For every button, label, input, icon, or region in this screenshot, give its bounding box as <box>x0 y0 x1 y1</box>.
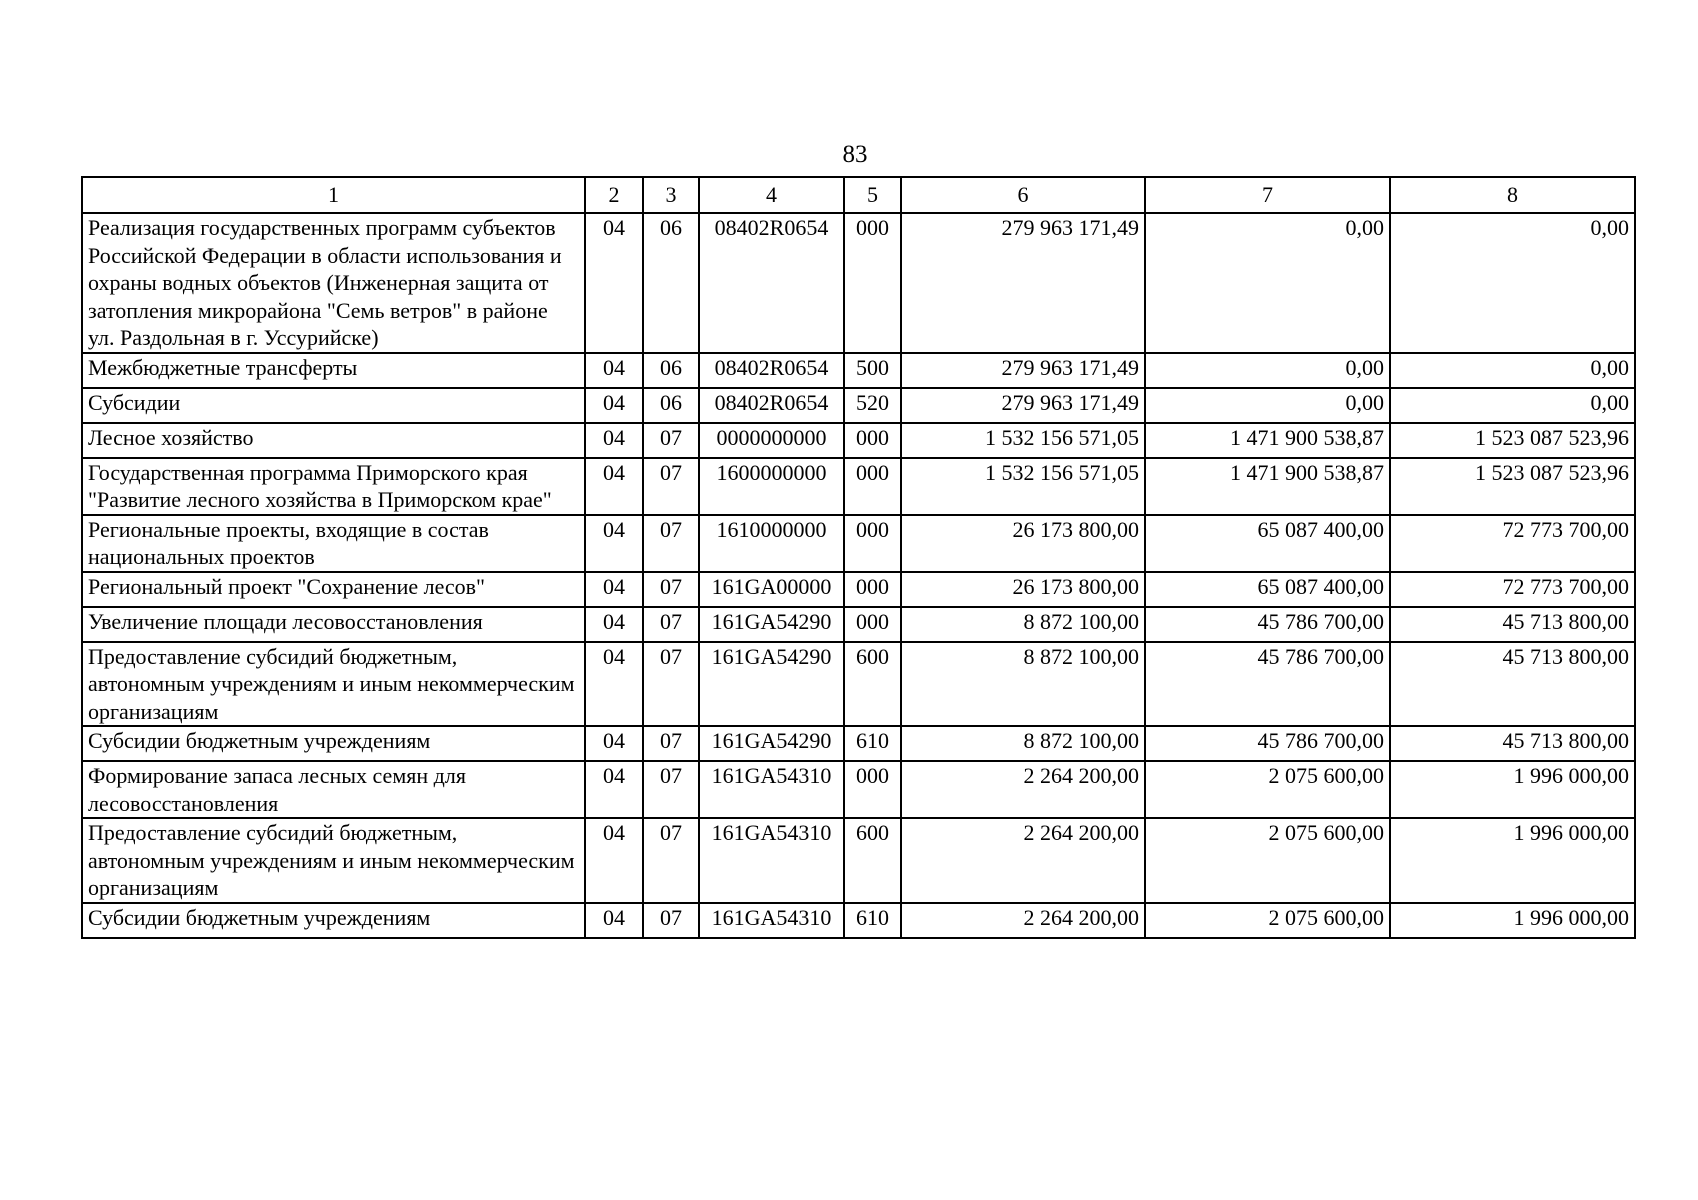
table-row <box>82 572 1635 607</box>
header-row <box>82 177 1635 213</box>
row-name: Региональные проекты, входящие в состав национальных проектов <box>82 515 585 572</box>
amount-col6: 279 963 171,49 <box>901 213 1145 353</box>
row-name: Предоставление субсидий бюджетным, автономным учреждениям и иным некоммерческим организациям <box>82 818 585 903</box>
amount-col6: 8 872 100,00 <box>901 726 1145 761</box>
section-code: 04 <box>585 213 643 353</box>
table-row <box>82 213 1635 353</box>
amount-col7: 1 471 900 538,87 <box>1145 423 1390 458</box>
amount-col6: 279 963 171,49 <box>901 353 1145 388</box>
page-number: 83 <box>842 141 868 168</box>
expense-type-code: 520 <box>844 388 901 423</box>
column-header: 4 <box>699 177 844 213</box>
target-article-code: 08402R0654 <box>699 388 844 423</box>
row-name: Межбюджетные трансферты <box>82 353 585 388</box>
section-code: 04 <box>585 642 643 727</box>
subsection-code: 07 <box>643 818 699 903</box>
amount-col7: 2 075 600,00 <box>1145 903 1390 938</box>
amount-col8: 0,00 <box>1390 353 1635 388</box>
expense-type-code: 500 <box>844 353 901 388</box>
expense-type-code: 000 <box>844 607 901 642</box>
section-code: 04 <box>585 388 643 423</box>
target-article-code: 0000000000 <box>699 423 844 458</box>
target-article-code: 08402R0654 <box>699 353 844 388</box>
section-code: 04 <box>585 458 643 515</box>
section-code: 04 <box>585 423 643 458</box>
expense-type-code: 600 <box>844 642 901 727</box>
row-name: Формирование запаса лесных семян для лесовосстановления <box>82 761 585 818</box>
column-header: 6 <box>901 177 1145 213</box>
table-row <box>82 423 1635 458</box>
amount-col6: 1 532 156 571,05 <box>901 423 1145 458</box>
amount-col7: 2 075 600,00 <box>1145 818 1390 903</box>
table-row <box>82 458 1635 515</box>
amount-col6: 1 532 156 571,05 <box>901 458 1145 515</box>
column-header: 5 <box>844 177 901 213</box>
subsection-code: 06 <box>643 388 699 423</box>
amount-col7: 0,00 <box>1145 213 1390 353</box>
target-article-code: 08402R0654 <box>699 213 844 353</box>
table-row <box>82 903 1635 938</box>
budget-table <box>81 176 1636 939</box>
column-header: 8 <box>1390 177 1635 213</box>
subsection-code: 07 <box>643 607 699 642</box>
amount-col7: 65 087 400,00 <box>1145 572 1390 607</box>
table-row <box>82 607 1635 642</box>
expense-type-code: 000 <box>844 515 901 572</box>
section-code: 04 <box>585 353 643 388</box>
section-code: 04 <box>585 761 643 818</box>
amount-col6: 2 264 200,00 <box>901 818 1145 903</box>
amount-col7: 45 786 700,00 <box>1145 726 1390 761</box>
row-name: Субсидии бюджетным учреждениям <box>82 726 585 761</box>
amount-col7: 2 075 600,00 <box>1145 761 1390 818</box>
section-code: 04 <box>585 903 643 938</box>
amount-col6: 2 264 200,00 <box>901 903 1145 938</box>
target-article-code: 161GA54290 <box>699 607 844 642</box>
subsection-code: 07 <box>643 642 699 727</box>
target-article-code: 161GA00000 <box>699 572 844 607</box>
column-header: 2 <box>585 177 643 213</box>
expense-type-code: 610 <box>844 903 901 938</box>
amount-col8: 0,00 <box>1390 213 1635 353</box>
amount-col7: 45 786 700,00 <box>1145 642 1390 727</box>
amount-col8: 1 523 087 523,96 <box>1390 458 1635 515</box>
section-code: 04 <box>585 515 643 572</box>
amount-col8: 72 773 700,00 <box>1390 572 1635 607</box>
amount-col6: 26 173 800,00 <box>901 572 1145 607</box>
amount-col6: 8 872 100,00 <box>901 642 1145 727</box>
column-header: 1 <box>82 177 585 213</box>
table-row <box>82 642 1635 727</box>
subsection-code: 07 <box>643 515 699 572</box>
expense-type-code: 000 <box>844 423 901 458</box>
row-name: Предоставление субсидий бюджетным, автономным учреждениям и иным некоммерческим организациям <box>82 642 585 727</box>
table-row <box>82 818 1635 903</box>
expense-type-code: 000 <box>844 572 901 607</box>
amount-col8: 1 996 000,00 <box>1390 903 1635 938</box>
amount-col8: 45 713 800,00 <box>1390 607 1635 642</box>
amount-col7: 45 786 700,00 <box>1145 607 1390 642</box>
subsection-code: 06 <box>643 213 699 353</box>
subsection-code: 07 <box>643 572 699 607</box>
row-name: Реализация государственных программ субъектов Российской Федерации в области использования и охраны водных объектов (Инженерная защита от затопления микрорайона "Семь ветров" в районе ул. Раздольная в г. Уссурийске) <box>82 213 585 353</box>
subsection-code: 06 <box>643 353 699 388</box>
row-name: Субсидии бюджетным учреждениям <box>82 903 585 938</box>
amount-col7: 1 471 900 538,87 <box>1145 458 1390 515</box>
column-header: 7 <box>1145 177 1390 213</box>
subsection-code: 07 <box>643 761 699 818</box>
expense-type-code: 000 <box>844 458 901 515</box>
amount-col8: 1 996 000,00 <box>1390 818 1635 903</box>
amount-col8: 72 773 700,00 <box>1390 515 1635 572</box>
row-name: Государственная программа Приморского края "Развитие лесного хозяйства в Приморском крае" <box>82 458 585 515</box>
column-header: 3 <box>643 177 699 213</box>
table-row <box>82 388 1635 423</box>
expense-type-code: 000 <box>844 761 901 818</box>
subsection-code: 07 <box>643 726 699 761</box>
section-code: 04 <box>585 726 643 761</box>
row-name: Субсидии <box>82 388 585 423</box>
expense-type-code: 610 <box>844 726 901 761</box>
subsection-code: 07 <box>643 903 699 938</box>
section-code: 04 <box>585 607 643 642</box>
amount-col7: 0,00 <box>1145 388 1390 423</box>
row-name: Лесное хозяйство <box>82 423 585 458</box>
table-row <box>82 726 1635 761</box>
amount-col6: 8 872 100,00 <box>901 607 1145 642</box>
expense-type-code: 000 <box>844 213 901 353</box>
subsection-code: 07 <box>643 458 699 515</box>
amount-col8: 45 713 800,00 <box>1390 726 1635 761</box>
section-code: 04 <box>585 572 643 607</box>
target-article-code: 1610000000 <box>699 515 844 572</box>
row-name: Региональный проект "Сохранение лесов" <box>82 572 585 607</box>
amount-col6: 26 173 800,00 <box>901 515 1145 572</box>
target-article-code: 161GA54310 <box>699 818 844 903</box>
amount-col6: 279 963 171,49 <box>901 388 1145 423</box>
section-code: 04 <box>585 818 643 903</box>
target-article-code: 161GA54290 <box>699 726 844 761</box>
amount-col8: 45 713 800,00 <box>1390 642 1635 727</box>
amount-col8: 0,00 <box>1390 388 1635 423</box>
amount-col8: 1 523 087 523,96 <box>1390 423 1635 458</box>
table-row <box>82 353 1635 388</box>
target-article-code: 161GA54310 <box>699 903 844 938</box>
row-name: Увеличение площади лесовосстановления <box>82 607 585 642</box>
table-row <box>82 761 1635 818</box>
table-body <box>82 213 1635 938</box>
amount-col8: 1 996 000,00 <box>1390 761 1635 818</box>
table-row <box>82 515 1635 572</box>
target-article-code: 1600000000 <box>699 458 844 515</box>
amount-col7: 0,00 <box>1145 353 1390 388</box>
expense-type-code: 600 <box>844 818 901 903</box>
target-article-code: 161GA54310 <box>699 761 844 818</box>
subsection-code: 07 <box>643 423 699 458</box>
amount-col7: 65 087 400,00 <box>1145 515 1390 572</box>
target-article-code: 161GA54290 <box>699 642 844 727</box>
amount-col6: 2 264 200,00 <box>901 761 1145 818</box>
